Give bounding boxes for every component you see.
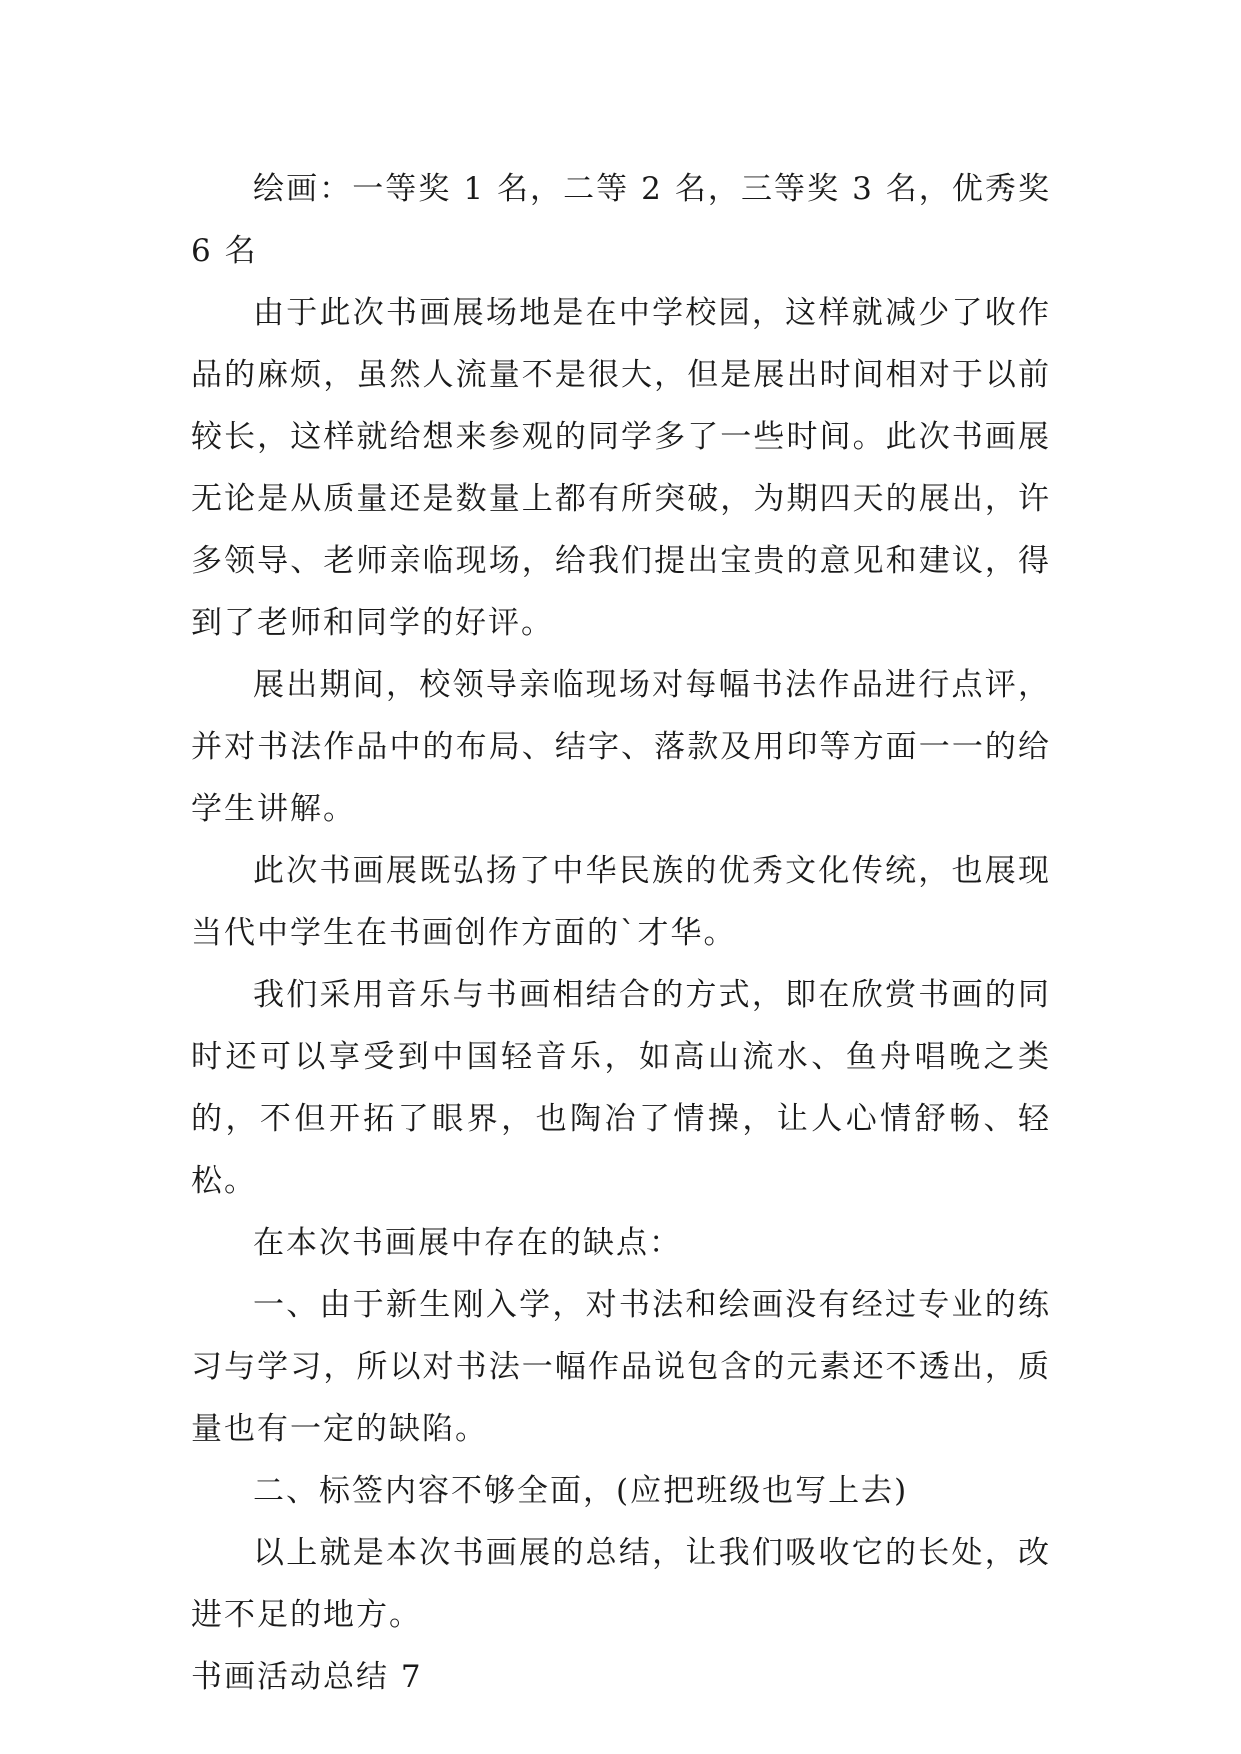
paragraph-culture: 此次书画展既弘扬了中华民族的优秀文化传统，也展现当代中学生在书画创作方面的`才华。 [191,853,1051,951]
section-heading: 书画活动总结 7 [191,1659,423,1695]
paragraph-shortcoming-two: 二、标签内容不够全面，(应把班级也写上去) [253,1473,909,1509]
paragraph-leader-review: 展出期间，校领导亲临现场对每幅书法作品进行点评，并对书法作品中的布局、结字、落款及用印等方面一一的给学生讲解。 [191,667,1051,827]
document-body [191,158,1051,1708]
paragraph-shortcomings-intro: 在本次书画展中存在的缺点： [253,1225,682,1261]
paragraph-painting-awards: 绘画：一等奖 1 名，二等 2 名，三等奖 3 名，优秀奖 6 名 [191,171,1051,269]
paragraph-venue: 由于此次书画展场地是在中学校园，这样就减少了收作品的麻烦，虽然人流量不是很大，但是展出时间相对于以前较长，这样就给想来参观的同学多了一些时间。此次书画展无论是从质量还是数量上都有所突破，为期四天的展出，许多领导、老师亲临现场，给我们提出宝贵的意见和建议，得到了老师和同学的好评。 [191,295,1051,641]
paragraph-conclusion: 以上就是本次书画展的总结，让我们吸收它的长处，改进不足的地方。 [191,1535,1051,1633]
paragraph-shortcoming-one: 一、由于新生刚入学，对书法和绘画没有经过专业的练习与学习，所以对书法一幅作品说包含的元素还不透出，质量也有一定的缺陷。 [191,1287,1051,1447]
paragraph-music: 我们采用音乐与书画相结合的方式，即在欣赏书画的同时还可以享受到中国轻音乐，如高山流水、鱼舟唱晚之类的，不但开拓了眼界，也陶冶了情操，让人心情舒畅、轻松。 [191,977,1051,1199]
